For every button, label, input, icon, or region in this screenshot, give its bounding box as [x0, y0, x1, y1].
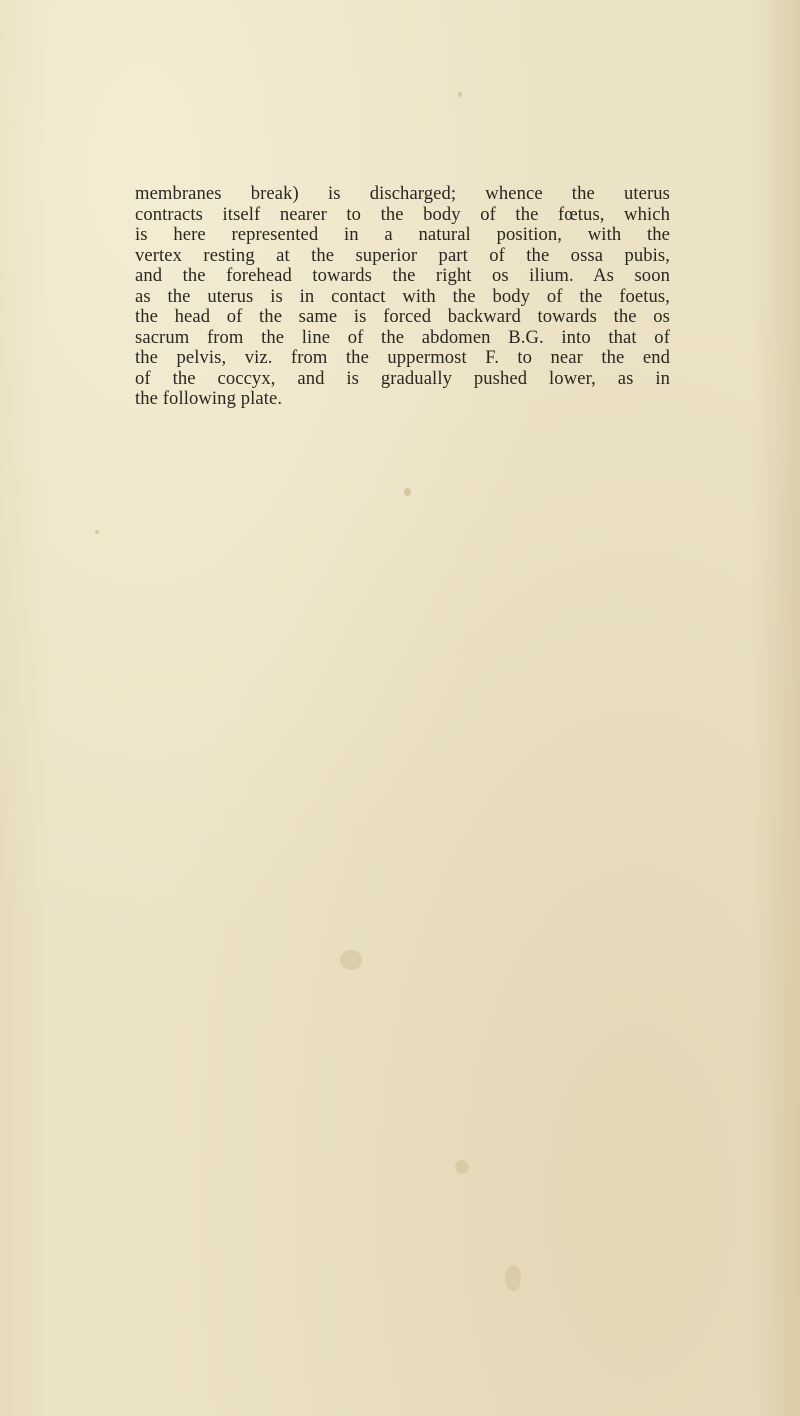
paragraph-line: is here represented in a natural position, with the [135, 224, 670, 245]
paper-stain [95, 530, 99, 534]
paragraph-line: and the forehead towards the right os ilium. As soon [135, 265, 670, 286]
paper-stain [455, 1160, 469, 1174]
paper-stain [404, 488, 411, 496]
paragraph-line: as the uterus is in contact with the body of the foetus, [135, 285, 670, 307]
paragraph-line: the following plate. [135, 388, 283, 409]
paper-stain [505, 1265, 521, 1291]
paragraph-line: of the coccyx, and is gradually pushed lower, as in [135, 367, 670, 389]
paragraph-line: contracts itself nearer to the body of the fœtus, which [135, 203, 670, 225]
body-paragraph [135, 184, 670, 410]
paragraph-line: the pelvis, viz. from the uppermost F. to near the end [135, 347, 670, 368]
paragraph-line: membranes break) is discharged; whence the uterus [135, 183, 670, 204]
paragraph-line: sacrum from the line of the abdomen B.G. into that of [135, 326, 670, 348]
paragraph-line: vertex resting at the superior part of the ossa pubis, [135, 244, 670, 266]
paper-stain [340, 950, 362, 970]
paragraph-line: the head of the same is forced backward towards the os [135, 306, 670, 327]
paper-stain [458, 92, 462, 97]
